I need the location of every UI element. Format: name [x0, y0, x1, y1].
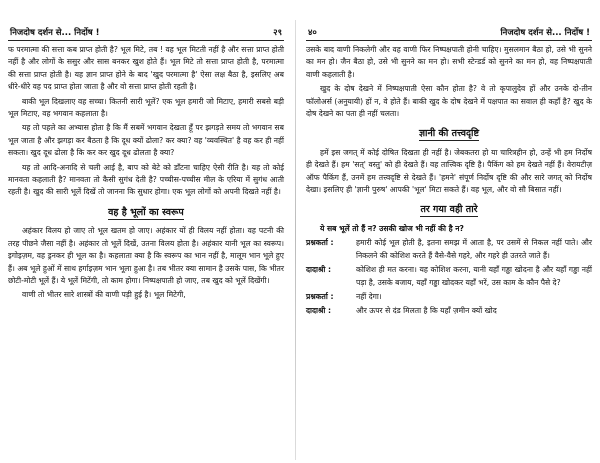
right-page-body	[306, 41, 592, 318]
right-page-number: ४०	[308, 28, 317, 38]
question: ये सब भूलें तो हैं न? उसकी खोज भी नहीं की है न?	[320, 223, 464, 233]
left-page	[8, 0, 284, 463]
paragraph: यह तो पहले का अभ्यास होता है कि मैं सबमें भगवान देखता हूँ पर झगड़ते समय तो भगवान सब भूल जाता है और झगड़ा कर बैठता है कि दूध क्यों ढोला? कर क्या? वह 'व्यवस्थित' है वह कर ही नहीं सकता। खुद दूध ढोला है कि कर कर खुद दूध ढोलता है क्या?	[8, 123, 284, 158]
left-page-number: २९	[273, 28, 282, 38]
paragraph: उसके बाद वाणी निकलेगी और वह वाणी फिर निष्पक्षपाती होनी चाहिए। मुसलमान बैठा हो, उसे भी सुनने का मन हो। जैन बैठा हो, उसे भी सुनने का मन हो। सभी स्टेन्डर्ड को सुनने का मन हो, वह निष्पक्षपाती वाणी कहलाती है।	[306, 45, 592, 79]
dialogue-line	[306, 264, 592, 289]
dialogue-text: और ऊपर से दंड मिलता है कि यहाँ ज़मीन क्यों खोद	[356, 306, 497, 316]
speaker-label: प्रश्नकर्ता :	[306, 238, 334, 248]
section-heading	[8, 207, 284, 219]
left-header-title: निजदोष दर्शन से... निर्दोष !	[10, 28, 100, 38]
dialogue-text: नहीं देगा।	[356, 291, 382, 301]
section-heading	[306, 128, 592, 140]
section-heading-text: वह है भूलों का स्वरूप	[108, 206, 184, 218]
paragraph: हमें इस जगत् में कोई दोषित दिखता ही नहीं है। जेबकतरा हो या चारित्रहीन हो, उन्हें भी हम निर्दोष ही देखते हैं। हम 'सत्' वस्तु' को ही देखते हैं। वह तात्त्विक दृष्टि है। पैकिंग को हम देखते नहीं हैं। वेरायटीज़ ऑफ पैकिंग हैं, उनमें हम तत्त्वदृष्टि से देखते हैं। 'हमने' संपूर्ण निर्दोष दृष्टि की और सारे जगत् को निर्दोष देखा। इसलिए ही 'ज्ञानी पुरुष' आपकी 'भूल' मिटा सकते हैं। वह भूल, और वो सौ बिसात नहीं।	[306, 147, 592, 195]
paragraph: अहंकार विलय हो जाए तो भूल खतम हो जाए। अहंकार यों ही विलय नहीं होता। वह पटनी की तरह पीछने जैसा नहीं है। अहंकार तो भूलें दिखें, उतना विलय होता है। अहंकार यानी भूल का स्वरूप। इगोइज़म, वह ड्रनकर ही भूल का है। कहलाता क्या है कि स्वरूप का भान नहीं है, मालूम भान भूले हुए हैं। अब भूले हुओं में साथ हर्गाइज़म भान भूला हुआ है। तब भीतर क्या सामान है उसके पास, कि भीतर छोटी-मोटी भूलें हैं। ये भूलें मिटेंगी, तो काम होगा। निष्पक्षपाती हो जाए, तब खुद को भूलें दिखेंगी।	[8, 226, 284, 285]
paragraph: फ परमात्मा की सत्ता कब प्राप्त होती है? भूल मिटे, तब ! वह भूल मिटती नहीं है और सत्ता प्राप्त होती नहीं है और लोगों के ससुर और सास बनकर खुश होते हैं। भूल मिटे तो सत्ता प्राप्त होती है, परमात्मा की सत्ता प्राप्त होती है। यह ज्ञान प्राप्त होने के बाद 'खुद परमात्मा है' ऐसा लक्ष बैठा है, इसलिए अब धीरे-धीरे वह पद प्राप्त होता जाता है और वो सत्ता प्राप्त होती रहती है।	[8, 45, 284, 92]
paragraph: वाणी तो भीतर सारे शास्त्रों की वाणी पड़ी हुई है। भूल मिटेगी,	[22, 290, 186, 300]
left-page-body	[8, 41, 284, 302]
paragraph: बाकी भूल दिखलाए वह सच्चा। कितनी सारी भूलें? एक भूल हमारी जो मिटाए, हमारी सबसे बड़ी भूल मिटाए, वह भगवान कहलाता है।	[8, 96, 284, 119]
right-header-title: निजदोष दर्शन से... निर्दोष !	[500, 28, 590, 38]
book-gutter	[295, 20, 296, 460]
section-heading	[306, 204, 592, 216]
left-page-header	[8, 0, 284, 41]
speaker-label: दादाश्री :	[306, 306, 332, 316]
speaker-label: दादाश्री :	[306, 265, 332, 275]
dialogue-line	[306, 237, 592, 262]
dialogue-text: कोशिश ही मत करना। यह कोशिश करना, यानी यहाँ गड्ढा खोदना है और यहाँ गड्ढा नहीं पड़ा है, उसके बजाय, यहाँ गड्ढा खोदकर यहाँ भरें, उस काम के कौन पैसे दे?	[356, 265, 592, 287]
dialogue-line	[306, 305, 592, 317]
right-page-header	[306, 0, 592, 41]
speaker-label: प्रश्नकर्ता :	[306, 291, 334, 301]
section-heading-text: तर गया वही तारे	[420, 204, 478, 216]
section-heading-text: ज्ञानी की तत्त्वदृष्टि	[418, 128, 480, 140]
right-page	[306, 0, 592, 463]
dialogue-line	[306, 291, 592, 303]
paragraph: खुद के दोष देखने में निष्पक्षपाती ऐसा कौन होता है? वे तो कृपालुदेव हों और उनके दो-तीन फॉलोअर्स (अनुयायी) हों न, वे होते हैं। बाकी खुद के दोष देखने में पक्षपात का सवाल ही कहाँ है? खुद के दोष देखने का पता ही नहीं चलता।	[306, 84, 592, 119]
dialogue-text: हमारी कोई भूल होती है, इतना समझ में आता है, पर उसमें से निकल नहीं पाते। और निकलने की कोशिश करते हैं वैसे-वैसे गहरे, और गहरे ही उतरते जाते हैं।	[356, 238, 592, 260]
paragraph: यह तो आदि-अनादि से चली आई है, बाप को बेटे को डाँटना चाहिए ऐसी रीति है। यह तो कोई मानवता कहलाती है? मानवता तो कैसी सुगंध देती है? पच्चीस-पच्चीस मील के एरिया में सुगंध आती रहती है। खुद की सारी भूलें दिखें तो जानना कि सुधार होगा। एक भूल लोगों को अपनी दिखते नहीं है।	[8, 162, 284, 197]
